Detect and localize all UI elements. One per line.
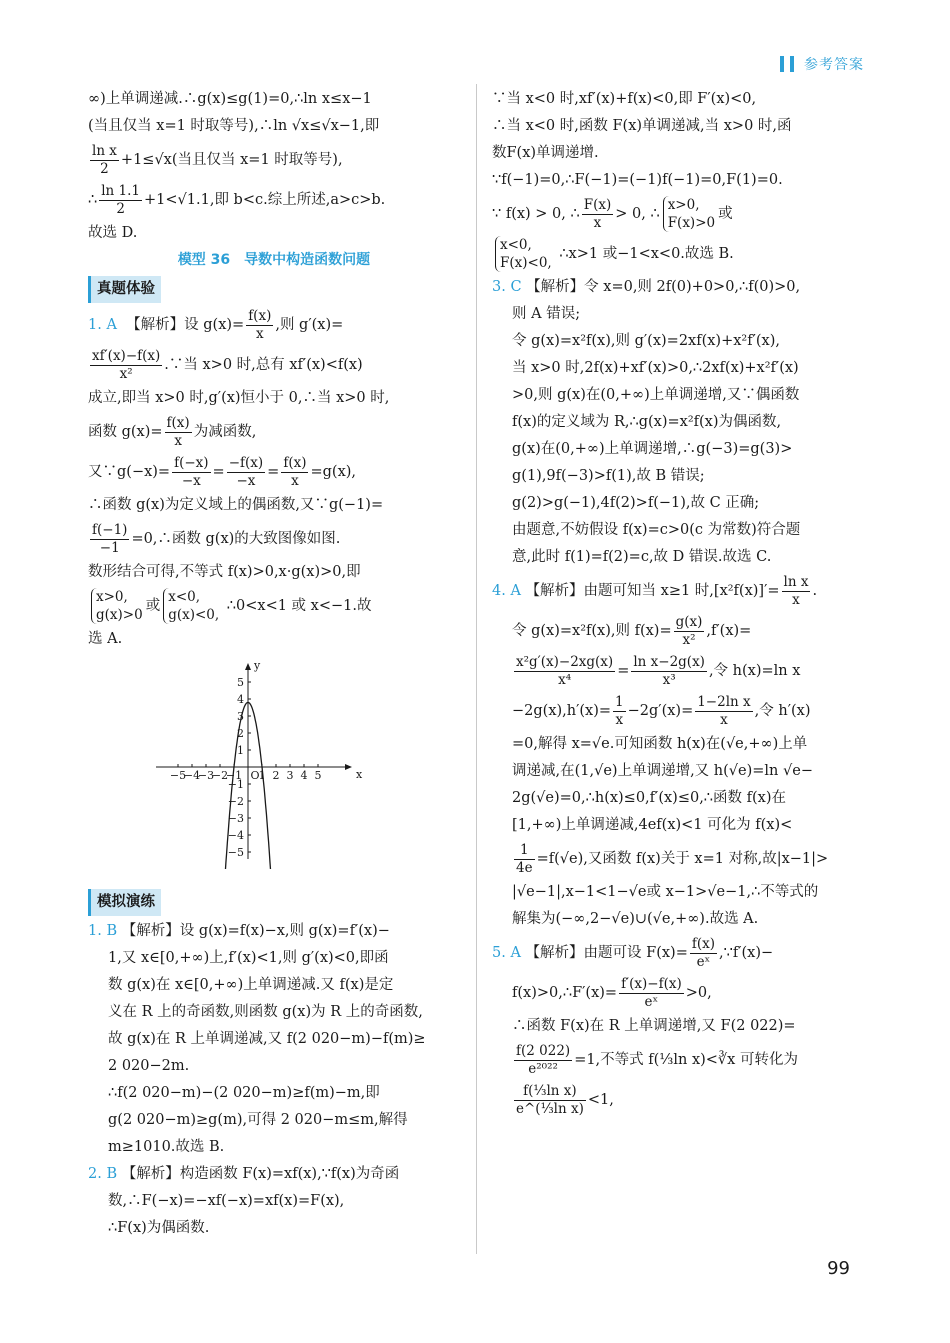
fraction: $\frac{-f(x)}{-x}$ [228, 454, 264, 489]
section-heading-real-exam: 真题体验 [88, 276, 161, 303]
fraction: $\frac{\text{ln x}}{2}$ [92, 142, 117, 177]
case-brace: x<0, F(x)<0, [495, 236, 552, 272]
x-tick-label: 4 [300, 769, 308, 782]
text-line: ∵ f(x) > 0, ∴ $\frac{F(x)}{x}$ > 0, ∴x>0, F(x)>0或 [492, 196, 733, 231]
text-line: 由题意,不妨假设 f(x)=c>0(c 为常数)符合题 [512, 522, 801, 538]
text-line: g(1),9f(−3)>f(1),故 B 错误; [512, 468, 705, 484]
y-axis-label: y [254, 659, 261, 672]
text-line: 选 A. [88, 631, 123, 647]
text-line: m≥1010.故选 B. [108, 1139, 225, 1155]
text-line: ∴函数 F(x)在 R 上单调递增,又 F(2 022)= [512, 1018, 796, 1034]
answer-5: 5. A 【解析】由题可设 F(x)= $\frac{f(x)}{\text{eˣ}}$ ,∵f′(x)− [492, 935, 774, 970]
column-divider [476, 84, 477, 1254]
practice-1: 1. B 【解析】设 g(x)=f(x)−x,则 g(x)=f′(x)− [88, 923, 390, 939]
x-tick-label: −5 [169, 769, 187, 782]
text-line: ∴当 x<0 时,函数 F(x)单调递减,当 x>0 时,函 [492, 118, 792, 134]
fraction: $\frac{\ln 1.1}{2}$ [101, 182, 141, 217]
fraction: $\frac{\text{ln x}}{x}$ [783, 573, 809, 608]
x-axis-arrow [345, 764, 352, 770]
case-brace: x>0, g(x)>0 [91, 588, 143, 624]
text-line: 1,又 x∈[0,+∞)上,f′(x)<1,则 g′(x)<0,即函 [108, 950, 389, 966]
graph-svg [148, 659, 378, 869]
x-axis-label: x [356, 768, 363, 781]
text-line: |√e−1|,x−1<1−√e或 x−1>√e−1,∴不等式的 [512, 884, 819, 900]
answer-4: 4. A 【解析】由题可知当 x≥1 时,[x²f(x)]′= $\frac{\text{ln x}}{x}$ . [492, 573, 818, 608]
case-brace: x>0, F(x)>0 [663, 196, 715, 232]
y-tick-label: −1 [227, 778, 244, 791]
text-line: 令 g(x)=x²f(x),则 g′(x)=2xf(x)+x²f′(x), [512, 333, 780, 349]
text-line: −2g(x),h′(x)= $\frac{1}{x}$ −2g′(x)= $\frac{\text{1−2ln x}}{x}$ ,令 h′(x) [512, 693, 811, 728]
text-line: ∴f(2 020−m)−(2 020−m)≥f(m)−m,即 [108, 1085, 380, 1101]
text-line: 数,∴F(−x)=−xf(−x)=xf(x)=F(x), [108, 1193, 345, 1209]
text-line: 数F(x)单调递增. [492, 145, 599, 161]
text-line: 调递减,在(1,√e)上单调递增,又 h(√e)=ln √e− [512, 763, 813, 779]
fraction: $\frac{xf'(x)-f(x)}{\text{x²}}$ [92, 347, 161, 382]
text-line: f(x)的定义域为 R,∴g(x)=x²f(x)为偶函数, [512, 414, 782, 430]
fraction: $\frac{g(x)}{\text{x²}}$ [675, 613, 703, 648]
header-bar-2 [790, 56, 794, 72]
text-line: g(2)>g(−1),4f(2)>f(−1),故 C 正确; [512, 495, 760, 511]
text-line: 故 g(x)在 R 上单调递减,又 f(2 020−m)−f(m)≥ [108, 1031, 426, 1047]
text-line: $\frac{1}{4e}$ =f(√e),又函数 f(x)关于 x=1 对称,故|x−1|> [516, 841, 829, 876]
text-line: $\frac{\text{ln x}}{2}$ +1≤√x(当且仅当 x=1 时取等号), [92, 142, 343, 177]
y-tick-label: 2 [237, 727, 244, 740]
answer-3: 3. C 【解析】令 x=0,则 2f(0)+0>0,∴f(0)>0, [492, 279, 801, 295]
text-line: 又∵g(−x)= $\frac{f(-x)}{-x}$ = $\frac{-f(x)}{-x}$ = $\frac{f(x)}{x}$ =g(x), [88, 454, 357, 489]
x-tick-label: 1 [258, 769, 266, 782]
text-line: $\frac{xf'(x)-f(x)}{\text{x²}}$ .∵当 x>0 时,总有 xf′(x)<f(x) [92, 347, 363, 382]
fraction: $\frac{f(x)}{x}$ [166, 414, 190, 449]
x-tick-label: O [250, 769, 260, 782]
header [780, 54, 864, 74]
y-tick-label: 3 [237, 710, 244, 723]
text-line: ∴函数 g(x)为定义域上的偶函数,又∵g(−1)= [88, 497, 384, 513]
fraction: $\frac{f(2 022)}{\text{e²⁰²²}}$ [516, 1042, 571, 1077]
section-heading-practice: 模拟演练 [88, 889, 161, 916]
header-bar-1 [780, 56, 784, 72]
x-tick-label: −1 [225, 769, 243, 782]
text-line: 2 020−2m. [108, 1058, 190, 1074]
x-tick-label: −2 [211, 769, 229, 782]
text-line: $\frac{f(-1)}{-1}$ =0,∴函数 g(x)的大致图像如图. [92, 521, 341, 556]
text-line: 数形结合可得,不等式 f(x)>0,x·g(x)>0,即 [88, 564, 361, 580]
y-tick-label: −5 [227, 846, 244, 859]
y-tick-label: 5 [237, 676, 244, 689]
page-number: 99 [827, 1258, 850, 1279]
header-title: 参考答案 [804, 57, 864, 73]
y-tick-label: −3 [227, 812, 244, 825]
text-line: 义在 R 上的奇函数,则函数 g(x)为 R 上的奇函数, [108, 1004, 423, 1020]
text-line: 解集为(−∞,2−√e)∪(√e,+∞).故选 A. [512, 911, 759, 927]
text-line: >0,则 g(x)在(0,+∞)上单调递增,又∵偶函数 [512, 387, 800, 403]
text-line: f(x)>0,∴F′(x)= $\frac{f'(x)-f(x)}{\text{eˣ}}$ >0, [512, 975, 712, 1010]
fraction: $\frac{f'(x)-f(x)}{\text{eˣ}}$ [621, 975, 682, 1010]
fraction: $\frac{\text{f(⅓ln x)}}{\text{e\textasciicircum{}(⅓ln x)}}$ [516, 1082, 584, 1117]
text-line: ∴ $\frac{\ln 1.1}{2}$ +1<√1.1,即 b<c.综上所述,a>c>b. [88, 182, 386, 217]
text-line: $\frac{f(2 022)}{\text{e²⁰²²}}$ =1,不等式 f(⅓ln x)<∛x 可转化为 [516, 1042, 798, 1077]
text-line: 成立,即当 x>0 时,g′(x)恒小于 0,∴当 x>0 时, [88, 390, 390, 406]
text-line: ∞)上单调递减.∴g(x)≤g(1)=0,∴ln x≤x−1 [88, 91, 372, 107]
y-tick-label: −4 [227, 829, 244, 842]
x-tick-label: 5 [314, 769, 322, 782]
fraction: $\frac{f(x)}{\text{eˣ}}$ [691, 935, 715, 970]
fraction: $\frac{f(x)}{x}$ [283, 454, 307, 489]
text-line: ∵f(−1)=0,∴F(−1)=(−1)f(−1)=0,F(1)=0. [492, 172, 783, 188]
answer-1: 1. A 【解析】设 g(x)= $\frac{f(x)}{x}$ ,则 g′(x)= [88, 307, 344, 342]
x-tick-label: 3 [286, 769, 294, 782]
fraction: $\frac{1}{x}$ [615, 693, 624, 728]
fraction: $\frac{f(-x)}{-x}$ [174, 454, 209, 489]
text-line: x>0, g(x)>0或x<0, g(x)<0, ∴0<x<1 或 x<−1.故 [88, 586, 460, 626]
fraction: $\frac{\text{ln x−2g(x)}}{\text{x³}}$ [633, 653, 705, 688]
text-line: 故选 D. [88, 225, 138, 241]
practice-2: 2. B 【解析】构造函数 F(x)=xf(x),∵f(x)为奇函 [88, 1166, 400, 1182]
text-line: 令 g(x)=x²f(x),则 f(x)= $\frac{g(x)}{\text{x²}}$ ,f′(x)= [512, 613, 752, 648]
text-line: 函数 g(x)= $\frac{f(x)}{x}$ 为减函数, [88, 414, 257, 449]
y-tick-label: 1 [237, 744, 244, 757]
model-title: 模型 36 导数中构造函数问题 [177, 252, 371, 268]
text-line: $\frac{\text{x²g′(x)−2xg(x)}}{\text{x⁴}}$ = $\frac{\text{ln x−2g(x)}}{\text{x³}}$ ,令 h(x)=ln x [516, 653, 801, 688]
text-line: g(x)在(0,+∞)上单调递增,∴g(−3)=g(3)> [512, 441, 793, 457]
text-line: g(2 020−m)≥g(m),可得 2 020−m≤m,解得 [108, 1112, 408, 1128]
y-tick-label: −2 [227, 795, 244, 808]
left-column [88, 86, 460, 1242]
fraction: $\frac{\text{1−2ln x}}{x}$ [697, 693, 751, 728]
text-line: 意,此时 f(1)=f(2)=c,故 D 错误.故选 C. [512, 549, 772, 565]
fraction: $\frac{f(-1)}{-1}$ [92, 521, 128, 556]
y-tick-label: 4 [237, 693, 244, 706]
text-line: (当且仅当 x=1 时取等号),∴ln √x≤√x−1,即 [88, 118, 380, 134]
text-line: 数 g(x)在 x∈[0,+∞)上单调递减.又 f(x)是定 [108, 977, 394, 993]
text-line: ∴F(x)为偶函数. [108, 1220, 210, 1236]
x-tick-label: 2 [272, 769, 280, 782]
text-line: ∵当 x<0 时,xf′(x)+f(x)<0,即 F′(x)<0, [492, 91, 757, 107]
text-line: =0,解得 x=√e.可知函数 h(x)在(√e,+∞)上单 [512, 736, 808, 752]
fraction: $\frac{f(x)}{x}$ [248, 307, 272, 342]
text-line: $\frac{\text{f(⅓ln x)}}{\text{e\textasciicircum{}(⅓ln x)}}$ <1, [516, 1082, 614, 1117]
right-column [492, 86, 872, 1120]
text-line: [1,+∞)上单调递减,4ef(x)<1 可化为 f(x)< [512, 817, 793, 833]
fraction: $\frac{F(x)}{x}$ [583, 196, 612, 231]
text-line: 则 A 错误; [512, 306, 581, 322]
x-tick-label: −4 [183, 769, 201, 782]
function-graph [148, 659, 460, 879]
fraction: $\frac{\text{x²g′(x)−2xg(x)}}{\text{x⁴}}$ [516, 653, 614, 688]
x-tick-label: −3 [197, 769, 215, 782]
fraction: $\frac{1}{4e}$ [516, 841, 533, 876]
text-line: x<0, F(x)<0, ∴x>1 或−1<x<0.故选 B. [492, 234, 872, 274]
text-line: 2g(√e)=0,∴h(x)≤0,f′(x)≤0,∴函数 f(x)在 [512, 790, 786, 806]
case-brace: x<0, g(x)<0, [163, 588, 219, 624]
text-line: 当 x>0 时,2f(x)+xf′(x)>0,∴2xf(x)+x²f′(x) [512, 360, 799, 376]
y-axis-arrow [245, 663, 251, 670]
